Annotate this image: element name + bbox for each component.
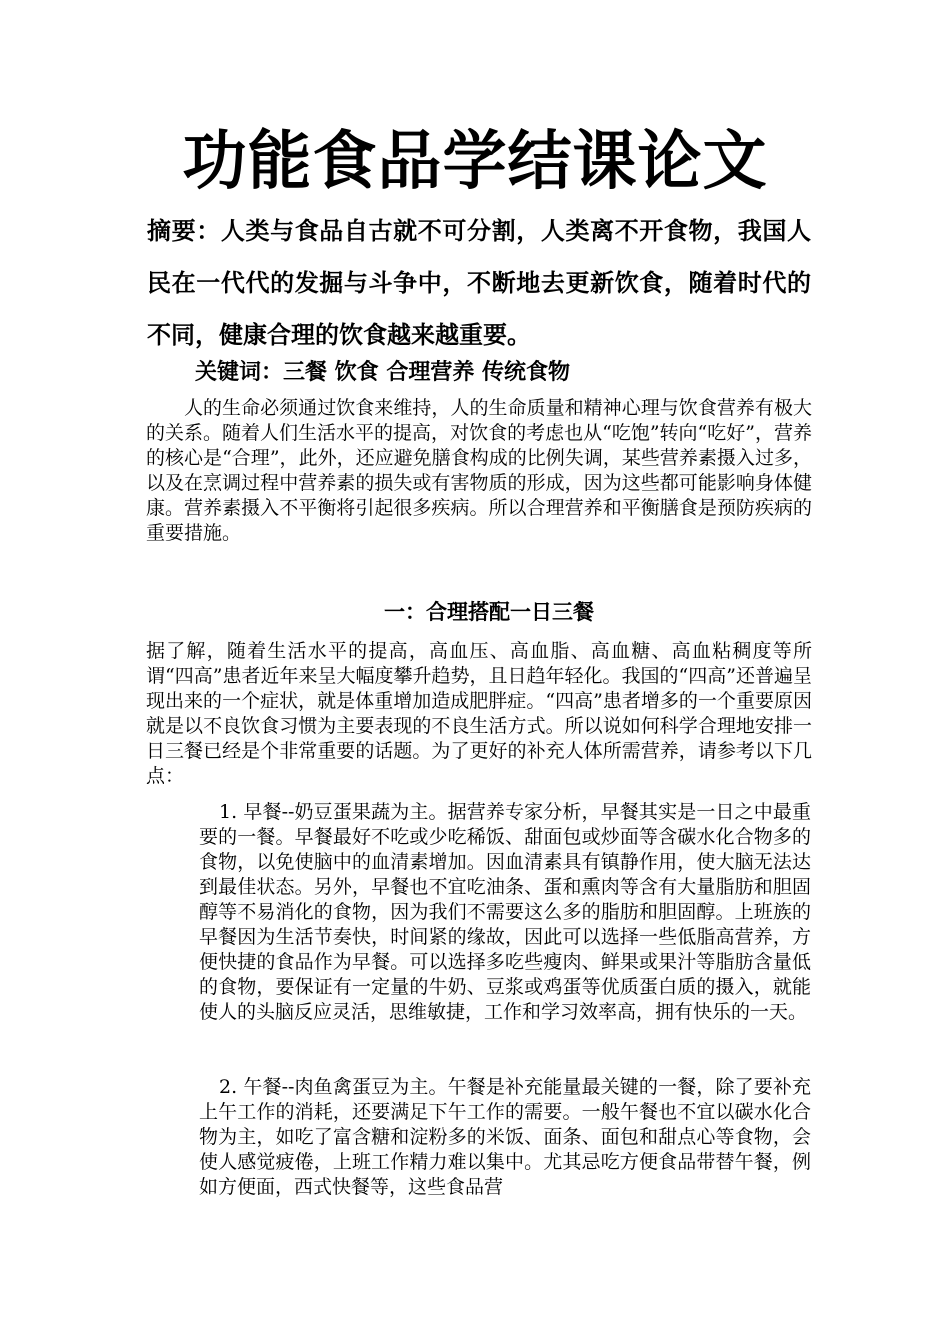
- list-item-breakfast: [199, 800, 811, 1025]
- section-heading: 一：合理搭配一日三餐: [384, 600, 594, 624]
- intro-paragraph: 人的生命必须通过饮食来维持，人的生命质量和精神心理与饮食营养有极大的关系。随着人们生活水平的提高，对饮食的考虑也从“吃饱”转向“吃好”，营养的核心是“合理”，此外，还应避免膳食构成的比例失调，某些营养素摄入过多，以及在烹调过程中营养素的损失或有害物质的形成，因为这些都可能影响身体健康。营养素摄入不平衡将引起很多疾病。所以合理营养和平衡膳食是预防疾病的重要措施。: [146, 397, 812, 544]
- list-item-number: 2.: [219, 1076, 238, 1098]
- document-title: 功能食品学结课论文: [182, 125, 768, 199]
- list-item-text: 早餐--奶豆蛋果蔬为主。据营养专家分析，早餐其实是一日之中最重要的一餐。早餐最好不吃或少吃稀饭、甜面包或炒面等含碳水化合物多的食物，以免使脑中的血清素增加。因血清素具有镇静作用，使大脑无法达到最佳状态。另外，早餐也不宜吃油条、蛋和熏肉等含有大量脂肪和胆固醇等不易消化的食物，因为我们不需要这么多的脂肪和胆固醇。上班族的早餐因为生活节奏快，时间紧的缘故，因此可以选择一些低脂高营养，方便快捷的食品作为早餐。可以选择多吃些瘦肉、鲜果或果汁等脂肪含量低的食物，要保证有一定量的牛奶、豆浆或鸡蛋等优质蛋白质的摄入，就能使人的头脑反应灵活，思维敏捷，工作和学习效率高，拥有快乐的一天。: [199, 801, 811, 1023]
- abstract: 摘要：人类与食品自古就不可分割，人类离不开食物，我国人民在一代代的发掘与斗争中，不断地去更新饮食，随着时代的不同，健康合理的饮食越来越重要。: [147, 217, 811, 349]
- list-item-number: 1.: [219, 801, 238, 823]
- list-item-text: 午餐--肉鱼禽蛋豆为主。午餐是补充能量最关键的一餐，除了要补充上午工作的消耗，还要满足下午工作的需要。一般午餐也不宜以碳水化合物为主，如吃了富含糖和淀粉多的米饭、面条、面包和甜点心等食物，会使人感觉疲倦，上班工作精力难以集中。尤其忌吃方便食品带替午餐，例如方便面，西式快餐等，这些食品营: [199, 1076, 811, 1198]
- section-paragraph: 据了解，随着生活水平的提高，高血压、高血脂、高血糖、高血粘稠度等所谓“四高”患者近年来呈大幅度攀升趋势，且日趋年轻化。我国的“四高”还普遍呈现出来的一个症状，就是体重增加造成肥胖症。“四高”患者增多的一个重要原因就是以不良饮食习惯为主要表现的不良生活方式。所以说如何科学合理地安排一日三餐已经是个非常重要的话题。为了更好的补充人体所需营养，请参考以下几点：: [146, 640, 812, 787]
- list-item-lunch: [199, 1075, 811, 1200]
- keywords: 关键词：三餐 饮食 合理营养 传统食物: [195, 360, 570, 385]
